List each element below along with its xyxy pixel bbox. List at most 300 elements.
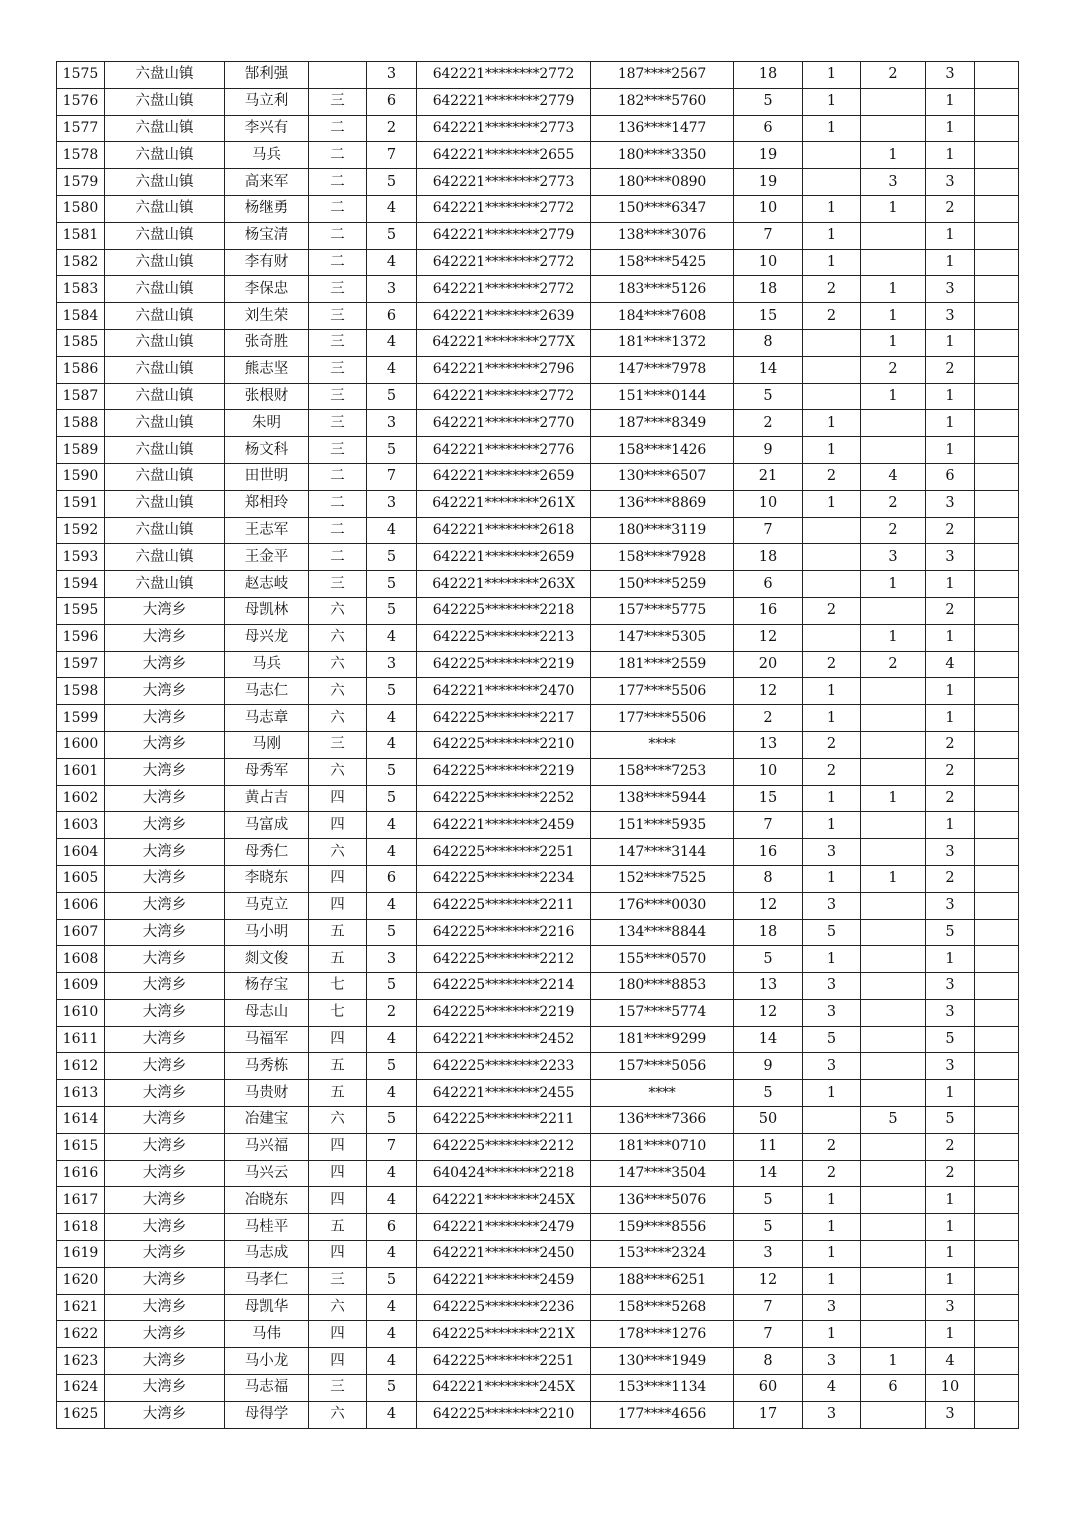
cell-remark bbox=[975, 973, 1019, 1000]
cell-household-size: 5 bbox=[367, 169, 417, 196]
cell-township: 大湾乡 bbox=[105, 1294, 225, 1321]
cell-phone: 157****5775 bbox=[591, 597, 734, 624]
cell-id-number: 642221********277X bbox=[417, 329, 591, 356]
cell-area: 7 bbox=[734, 222, 803, 249]
cell-group: 二 bbox=[309, 490, 367, 517]
table-row bbox=[57, 731, 1019, 758]
cell-name: 马小龙 bbox=[225, 1348, 309, 1375]
cell-household-size: 5 bbox=[367, 785, 417, 812]
table-row bbox=[57, 62, 1019, 89]
cell-group: 三 bbox=[309, 1267, 367, 1294]
cell-household-size: 5 bbox=[367, 437, 417, 464]
cell-area: 11 bbox=[734, 1133, 803, 1160]
cell-total: 1 bbox=[926, 624, 975, 651]
cell-group: 四 bbox=[309, 1160, 367, 1187]
cell-row-number: 1604 bbox=[57, 839, 105, 866]
cell-total: 1 bbox=[926, 812, 975, 839]
cell-township: 六盘山镇 bbox=[105, 222, 225, 249]
cell-household-size: 5 bbox=[367, 758, 417, 785]
cell-total: 10 bbox=[926, 1375, 975, 1402]
cell-row-number: 1603 bbox=[57, 812, 105, 839]
table-row bbox=[57, 892, 1019, 919]
cell-area: 18 bbox=[734, 919, 803, 946]
cell-total: 1 bbox=[926, 1241, 975, 1268]
cell-count-b bbox=[861, 115, 926, 142]
cell-name: 马兴云 bbox=[225, 1160, 309, 1187]
cell-count-a: 3 bbox=[803, 1294, 861, 1321]
cell-phone: 153****1134 bbox=[591, 1375, 734, 1402]
cell-name: 高来军 bbox=[225, 169, 309, 196]
cell-group: 四 bbox=[309, 1348, 367, 1375]
cell-remark bbox=[975, 1348, 1019, 1375]
cell-row-number: 1625 bbox=[57, 1401, 105, 1428]
cell-row-number: 1623 bbox=[57, 1348, 105, 1375]
cell-count-a: 3 bbox=[803, 1348, 861, 1375]
cell-id-number: 642225********2219 bbox=[417, 999, 591, 1026]
cell-phone: 136****1477 bbox=[591, 115, 734, 142]
cell-name: 母得学 bbox=[225, 1401, 309, 1428]
cell-row-number: 1597 bbox=[57, 651, 105, 678]
cell-phone: 155****0570 bbox=[591, 946, 734, 973]
cell-household-size: 5 bbox=[367, 1375, 417, 1402]
cell-area: 16 bbox=[734, 597, 803, 624]
cell-id-number: 642225********221X bbox=[417, 1321, 591, 1348]
cell-row-number: 1595 bbox=[57, 597, 105, 624]
cell-id-number: 642221********2772 bbox=[417, 249, 591, 276]
cell-area: 12 bbox=[734, 1267, 803, 1294]
cell-count-a bbox=[803, 356, 861, 383]
cell-township: 六盘山镇 bbox=[105, 517, 225, 544]
cell-name: 马兵 bbox=[225, 651, 309, 678]
cell-area: 9 bbox=[734, 437, 803, 464]
cell-id-number: 642225********2214 bbox=[417, 973, 591, 1000]
cell-household-size: 4 bbox=[367, 1401, 417, 1428]
cell-area: 10 bbox=[734, 758, 803, 785]
cell-group: 二 bbox=[309, 169, 367, 196]
cell-row-number: 1606 bbox=[57, 892, 105, 919]
table-row bbox=[57, 1241, 1019, 1268]
cell-total: 1 bbox=[926, 1187, 975, 1214]
cell-total: 1 bbox=[926, 410, 975, 437]
cell-row-number: 1591 bbox=[57, 490, 105, 517]
cell-count-b bbox=[861, 1321, 926, 1348]
cell-row-number: 1588 bbox=[57, 410, 105, 437]
table-row bbox=[57, 544, 1019, 571]
cell-id-number: 642221********245X bbox=[417, 1187, 591, 1214]
cell-remark bbox=[975, 892, 1019, 919]
cell-count-a bbox=[803, 571, 861, 598]
cell-group: 二 bbox=[309, 544, 367, 571]
cell-count-a: 1 bbox=[803, 1321, 861, 1348]
cell-count-b: 1 bbox=[861, 624, 926, 651]
cell-household-size: 4 bbox=[367, 329, 417, 356]
cell-count-b bbox=[861, 1187, 926, 1214]
cell-id-number: 642225********2219 bbox=[417, 758, 591, 785]
cell-count-b bbox=[861, 731, 926, 758]
cell-household-size: 7 bbox=[367, 463, 417, 490]
cell-id-number: 642225********2216 bbox=[417, 919, 591, 946]
cell-group: 五 bbox=[309, 1214, 367, 1241]
cell-household-size: 5 bbox=[367, 597, 417, 624]
cell-row-number: 1587 bbox=[57, 383, 105, 410]
cell-phone: 152****7525 bbox=[591, 865, 734, 892]
cell-row-number: 1578 bbox=[57, 142, 105, 169]
cell-total: 1 bbox=[926, 678, 975, 705]
cell-name: 马克立 bbox=[225, 892, 309, 919]
cell-phone: 181****2559 bbox=[591, 651, 734, 678]
cell-phone: 147****7978 bbox=[591, 356, 734, 383]
cell-phone: 177****5506 bbox=[591, 678, 734, 705]
cell-township: 六盘山镇 bbox=[105, 276, 225, 303]
cell-row-number: 1594 bbox=[57, 571, 105, 598]
table-row bbox=[57, 410, 1019, 437]
table-row bbox=[57, 329, 1019, 356]
cell-row-number: 1599 bbox=[57, 705, 105, 732]
cell-count-b bbox=[861, 1267, 926, 1294]
cell-name: 马小明 bbox=[225, 919, 309, 946]
cell-phone: 150****5259 bbox=[591, 571, 734, 598]
cell-remark bbox=[975, 383, 1019, 410]
cell-remark bbox=[975, 437, 1019, 464]
cell-area: 8 bbox=[734, 1348, 803, 1375]
cell-row-number: 1619 bbox=[57, 1241, 105, 1268]
cell-area: 21 bbox=[734, 463, 803, 490]
cell-township: 大湾乡 bbox=[105, 785, 225, 812]
cell-area: 5 bbox=[734, 88, 803, 115]
table-row bbox=[57, 785, 1019, 812]
cell-phone: 181****1372 bbox=[591, 329, 734, 356]
cell-name: 田世明 bbox=[225, 463, 309, 490]
cell-id-number: 642225********2211 bbox=[417, 892, 591, 919]
table-body bbox=[57, 62, 1019, 1429]
cell-phone: 177****5506 bbox=[591, 705, 734, 732]
cell-household-size: 5 bbox=[367, 544, 417, 571]
cell-township: 六盘山镇 bbox=[105, 544, 225, 571]
cell-row-number: 1596 bbox=[57, 624, 105, 651]
cell-name: 马秀栋 bbox=[225, 1053, 309, 1080]
table-row bbox=[57, 1214, 1019, 1241]
cell-count-a: 1 bbox=[803, 1187, 861, 1214]
cell-row-number: 1590 bbox=[57, 463, 105, 490]
cell-household-size: 4 bbox=[367, 731, 417, 758]
cell-count-a: 1 bbox=[803, 410, 861, 437]
cell-remark bbox=[975, 678, 1019, 705]
cell-township: 大湾乡 bbox=[105, 946, 225, 973]
cell-household-size: 5 bbox=[367, 383, 417, 410]
cell-area: 18 bbox=[734, 62, 803, 89]
cell-area: 19 bbox=[734, 169, 803, 196]
cell-area: 50 bbox=[734, 1107, 803, 1134]
cell-total: 2 bbox=[926, 758, 975, 785]
cell-township: 六盘山镇 bbox=[105, 329, 225, 356]
cell-township: 大湾乡 bbox=[105, 678, 225, 705]
cell-area: 13 bbox=[734, 731, 803, 758]
cell-remark bbox=[975, 303, 1019, 330]
cell-count-b bbox=[861, 222, 926, 249]
cell-phone: 187****8349 bbox=[591, 410, 734, 437]
cell-group: 三 bbox=[309, 571, 367, 598]
cell-remark bbox=[975, 115, 1019, 142]
cell-count-b bbox=[861, 839, 926, 866]
cell-phone: 182****5760 bbox=[591, 88, 734, 115]
cell-township: 大湾乡 bbox=[105, 839, 225, 866]
cell-name: 王志军 bbox=[225, 517, 309, 544]
cell-phone: **** bbox=[591, 731, 734, 758]
cell-id-number: 642225********2212 bbox=[417, 946, 591, 973]
cell-household-size: 4 bbox=[367, 1026, 417, 1053]
cell-township: 大湾乡 bbox=[105, 812, 225, 839]
cell-area: 7 bbox=[734, 517, 803, 544]
cell-remark bbox=[975, 1080, 1019, 1107]
cell-id-number: 642225********2252 bbox=[417, 785, 591, 812]
cell-phone: 183****5126 bbox=[591, 276, 734, 303]
cell-household-size: 5 bbox=[367, 571, 417, 598]
cell-count-a: 1 bbox=[803, 62, 861, 89]
cell-township: 大湾乡 bbox=[105, 1375, 225, 1402]
cell-id-number: 642225********2251 bbox=[417, 839, 591, 866]
cell-id-number: 642221********2479 bbox=[417, 1214, 591, 1241]
cell-count-a: 1 bbox=[803, 490, 861, 517]
cell-id-number: 642221********2655 bbox=[417, 142, 591, 169]
cell-household-size: 5 bbox=[367, 222, 417, 249]
cell-remark bbox=[975, 571, 1019, 598]
cell-name: 冶晓东 bbox=[225, 1187, 309, 1214]
cell-remark bbox=[975, 731, 1019, 758]
cell-count-a bbox=[803, 1107, 861, 1134]
cell-remark bbox=[975, 1160, 1019, 1187]
cell-group: 三 bbox=[309, 329, 367, 356]
cell-total: 2 bbox=[926, 517, 975, 544]
cell-household-size: 3 bbox=[367, 62, 417, 89]
cell-household-size: 5 bbox=[367, 1053, 417, 1080]
cell-total: 1 bbox=[926, 115, 975, 142]
table-row bbox=[57, 1107, 1019, 1134]
table-row bbox=[57, 758, 1019, 785]
table-row bbox=[57, 597, 1019, 624]
cell-group: 四 bbox=[309, 1133, 367, 1160]
cell-group: 三 bbox=[309, 88, 367, 115]
cell-area: 14 bbox=[734, 356, 803, 383]
cell-name: 马富成 bbox=[225, 812, 309, 839]
cell-count-b bbox=[861, 597, 926, 624]
cell-count-b bbox=[861, 758, 926, 785]
cell-group: 六 bbox=[309, 705, 367, 732]
cell-township: 大湾乡 bbox=[105, 597, 225, 624]
cell-count-a: 2 bbox=[803, 303, 861, 330]
cell-name: 杨宝清 bbox=[225, 222, 309, 249]
cell-area: 15 bbox=[734, 303, 803, 330]
cell-phone: **** bbox=[591, 1080, 734, 1107]
cell-area: 19 bbox=[734, 142, 803, 169]
table-row bbox=[57, 1375, 1019, 1402]
cell-id-number: 642221********2770 bbox=[417, 410, 591, 437]
cell-id-number: 642221********2796 bbox=[417, 356, 591, 383]
cell-remark bbox=[975, 597, 1019, 624]
cell-row-number: 1592 bbox=[57, 517, 105, 544]
cell-group: 四 bbox=[309, 892, 367, 919]
cell-total: 5 bbox=[926, 919, 975, 946]
cell-total: 1 bbox=[926, 1321, 975, 1348]
table-row bbox=[57, 517, 1019, 544]
cell-row-number: 1608 bbox=[57, 946, 105, 973]
cell-area: 8 bbox=[734, 865, 803, 892]
cell-total: 1 bbox=[926, 705, 975, 732]
table-row bbox=[57, 1053, 1019, 1080]
cell-count-a: 1 bbox=[803, 88, 861, 115]
cell-count-a: 1 bbox=[803, 705, 861, 732]
cell-id-number: 642225********2213 bbox=[417, 624, 591, 651]
cell-id-number: 642225********2217 bbox=[417, 705, 591, 732]
cell-remark bbox=[975, 62, 1019, 89]
table-row bbox=[57, 276, 1019, 303]
cell-remark bbox=[975, 1375, 1019, 1402]
cell-total: 3 bbox=[926, 999, 975, 1026]
cell-count-a: 1 bbox=[803, 946, 861, 973]
cell-name: 马兴福 bbox=[225, 1133, 309, 1160]
cell-area: 6 bbox=[734, 571, 803, 598]
cell-area: 10 bbox=[734, 249, 803, 276]
cell-row-number: 1621 bbox=[57, 1294, 105, 1321]
cell-count-a: 2 bbox=[803, 1133, 861, 1160]
cell-household-size: 3 bbox=[367, 410, 417, 437]
cell-name: 母志山 bbox=[225, 999, 309, 1026]
cell-row-number: 1585 bbox=[57, 329, 105, 356]
cell-township: 大湾乡 bbox=[105, 919, 225, 946]
cell-row-number: 1586 bbox=[57, 356, 105, 383]
cell-group: 三 bbox=[309, 437, 367, 464]
table-row bbox=[57, 249, 1019, 276]
table-row bbox=[57, 812, 1019, 839]
cell-row-number: 1616 bbox=[57, 1160, 105, 1187]
cell-group: 二 bbox=[309, 195, 367, 222]
cell-count-b: 2 bbox=[861, 356, 926, 383]
cell-township: 大湾乡 bbox=[105, 999, 225, 1026]
cell-remark bbox=[975, 1321, 1019, 1348]
cell-name: 李有财 bbox=[225, 249, 309, 276]
cell-total: 1 bbox=[926, 437, 975, 464]
cell-count-a: 2 bbox=[803, 276, 861, 303]
cell-remark bbox=[975, 410, 1019, 437]
cell-count-b bbox=[861, 410, 926, 437]
table-row bbox=[57, 1160, 1019, 1187]
cell-count-a: 1 bbox=[803, 1080, 861, 1107]
cell-remark bbox=[975, 463, 1019, 490]
cell-count-b: 1 bbox=[861, 195, 926, 222]
data-table bbox=[56, 61, 1019, 1429]
cell-total: 3 bbox=[926, 169, 975, 196]
cell-total: 1 bbox=[926, 249, 975, 276]
cell-household-size: 4 bbox=[367, 356, 417, 383]
cell-group: 三 bbox=[309, 410, 367, 437]
cell-total: 1 bbox=[926, 329, 975, 356]
cell-phone: 180****3350 bbox=[591, 142, 734, 169]
cell-total: 2 bbox=[926, 731, 975, 758]
cell-household-size: 3 bbox=[367, 490, 417, 517]
cell-remark bbox=[975, 1026, 1019, 1053]
cell-id-number: 642221********2772 bbox=[417, 195, 591, 222]
cell-phone: 180****3119 bbox=[591, 517, 734, 544]
cell-count-a bbox=[803, 544, 861, 571]
cell-phone: 180****8853 bbox=[591, 973, 734, 1000]
cell-township: 大湾乡 bbox=[105, 1133, 225, 1160]
cell-township: 大湾乡 bbox=[105, 1187, 225, 1214]
cell-household-size: 5 bbox=[367, 973, 417, 1000]
cell-phone: 157****5774 bbox=[591, 999, 734, 1026]
cell-row-number: 1617 bbox=[57, 1187, 105, 1214]
table-row bbox=[57, 88, 1019, 115]
cell-name: 李兴有 bbox=[225, 115, 309, 142]
cell-total: 2 bbox=[926, 597, 975, 624]
cell-total: 2 bbox=[926, 1133, 975, 1160]
cell-area: 5 bbox=[734, 946, 803, 973]
cell-name: 马立利 bbox=[225, 88, 309, 115]
cell-remark bbox=[975, 1401, 1019, 1428]
cell-count-a: 4 bbox=[803, 1375, 861, 1402]
cell-row-number: 1624 bbox=[57, 1375, 105, 1402]
cell-township: 六盘山镇 bbox=[105, 88, 225, 115]
cell-count-a bbox=[803, 517, 861, 544]
cell-group: 二 bbox=[309, 463, 367, 490]
cell-name: 黄占吉 bbox=[225, 785, 309, 812]
cell-count-a: 3 bbox=[803, 999, 861, 1026]
cell-group: 六 bbox=[309, 1107, 367, 1134]
cell-area: 5 bbox=[734, 383, 803, 410]
cell-area: 2 bbox=[734, 410, 803, 437]
cell-area: 18 bbox=[734, 276, 803, 303]
cell-total: 1 bbox=[926, 88, 975, 115]
cell-id-number: 642225********2236 bbox=[417, 1294, 591, 1321]
cell-row-number: 1614 bbox=[57, 1107, 105, 1134]
table-row bbox=[57, 919, 1019, 946]
cell-group: 三 bbox=[309, 356, 367, 383]
cell-township: 大湾乡 bbox=[105, 1321, 225, 1348]
table-row bbox=[57, 705, 1019, 732]
cell-phone: 158****5425 bbox=[591, 249, 734, 276]
table-row bbox=[57, 490, 1019, 517]
cell-count-a: 1 bbox=[803, 437, 861, 464]
cell-count-a: 2 bbox=[803, 1160, 861, 1187]
cell-phone: 130****6507 bbox=[591, 463, 734, 490]
cell-phone: 184****7608 bbox=[591, 303, 734, 330]
cell-remark bbox=[975, 169, 1019, 196]
cell-area: 20 bbox=[734, 651, 803, 678]
cell-id-number: 642221********2773 bbox=[417, 169, 591, 196]
cell-id-number: 642221********2450 bbox=[417, 1241, 591, 1268]
cell-row-number: 1602 bbox=[57, 785, 105, 812]
cell-count-b: 5 bbox=[861, 1107, 926, 1134]
cell-name: 刘生荣 bbox=[225, 303, 309, 330]
cell-count-a: 1 bbox=[803, 865, 861, 892]
cell-remark bbox=[975, 517, 1019, 544]
cell-row-number: 1620 bbox=[57, 1267, 105, 1294]
cell-count-b bbox=[861, 88, 926, 115]
table-row bbox=[57, 1294, 1019, 1321]
cell-total: 3 bbox=[926, 490, 975, 517]
cell-township: 大湾乡 bbox=[105, 1053, 225, 1080]
cell-phone: 134****8844 bbox=[591, 919, 734, 946]
cell-household-size: 4 bbox=[367, 1348, 417, 1375]
cell-township: 大湾乡 bbox=[105, 758, 225, 785]
cell-group: 四 bbox=[309, 812, 367, 839]
cell-count-b: 2 bbox=[861, 651, 926, 678]
cell-row-number: 1576 bbox=[57, 88, 105, 115]
cell-count-a: 3 bbox=[803, 1053, 861, 1080]
cell-count-a: 3 bbox=[803, 839, 861, 866]
cell-household-size: 4 bbox=[367, 517, 417, 544]
cell-phone: 138****3076 bbox=[591, 222, 734, 249]
cell-township: 六盘山镇 bbox=[105, 303, 225, 330]
cell-group: 四 bbox=[309, 1321, 367, 1348]
